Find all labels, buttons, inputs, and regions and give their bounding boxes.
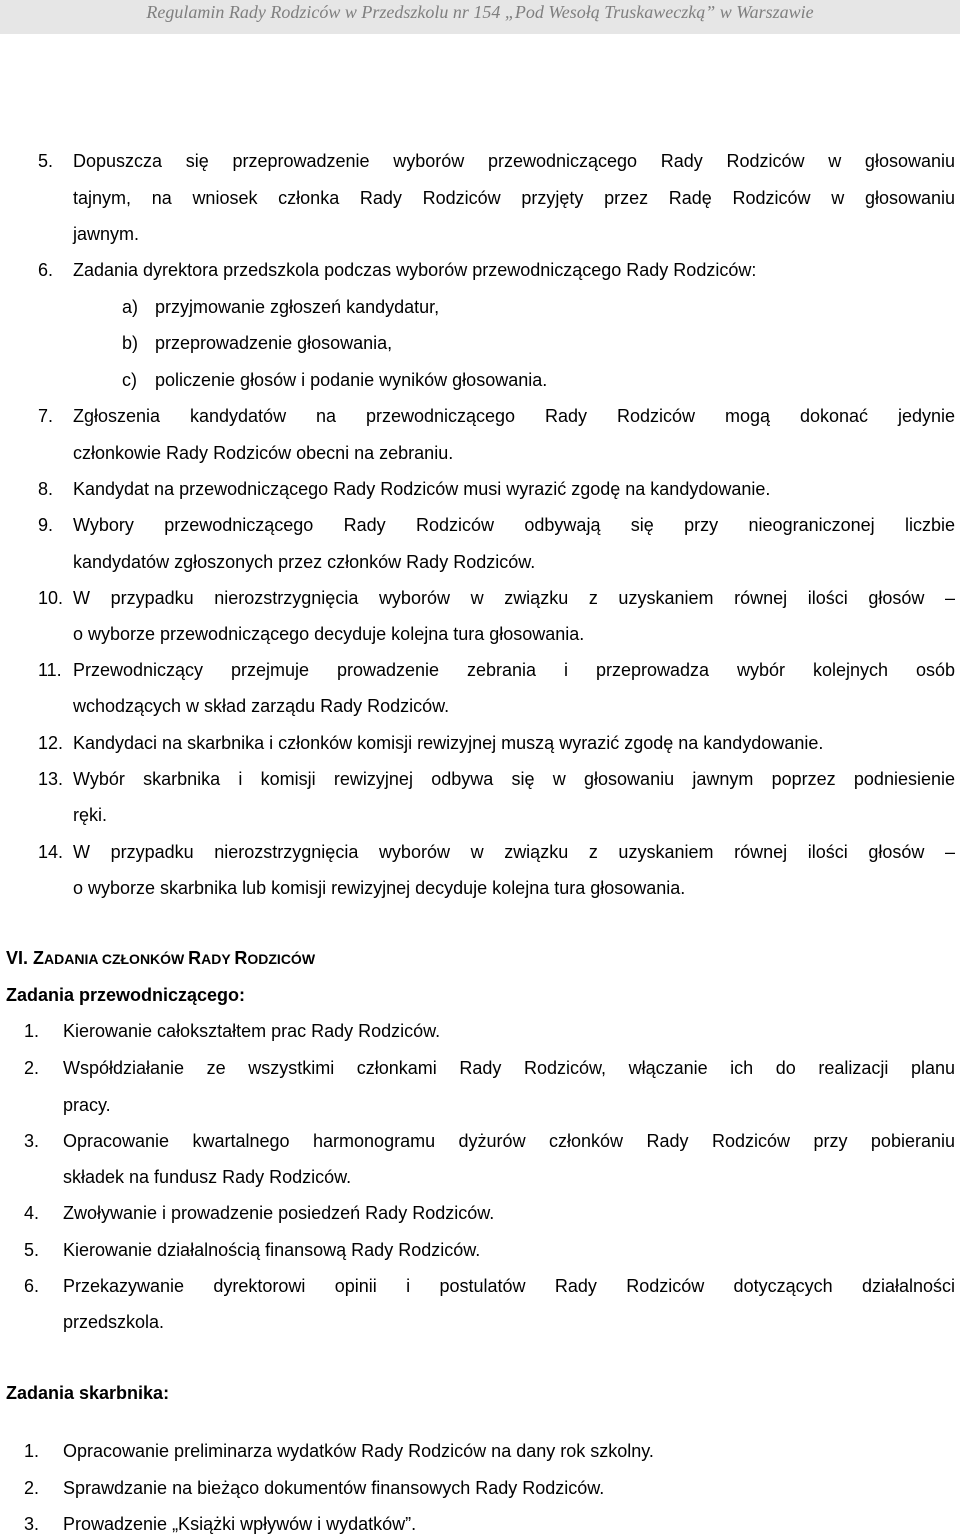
item-text-line: Kandydaci na skarbnika i członków komisji rewizyjnej muszą wyrazić zgodę na kandydowanie.	[73, 733, 824, 753]
item-text-line: Kierowanie całokształtem prac Rady Rodziców.	[63, 1021, 441, 1041]
subitem-text: policzenie głosów i podanie wyników głosowania.	[155, 370, 548, 390]
item-number: 13.	[38, 769, 64, 789]
item-text-line: Dopuszcza się przeprowadzenie wyborów przewodniczącego Rady Rodziców w głosowaniu	[73, 151, 955, 171]
section-title-part: ADY	[201, 951, 235, 967]
subitem-label: a)	[122, 297, 139, 317]
item-text-line: składek na fundusz Rady Rodziców.	[63, 1167, 352, 1187]
treasurer-heading: Zadania skarbnika:	[6, 1383, 170, 1403]
item-text-line: Przekazywanie dyrektorowi opinii i postulatów Rady Rodziców dotyczących działalności	[63, 1276, 955, 1296]
item-number: 6.	[24, 1276, 40, 1296]
item-number: 6.	[38, 260, 54, 280]
item-number: 5.	[38, 151, 54, 171]
item-text-line: Zwoływanie i prowadzenie posiedzeń Rady Rodziców.	[63, 1203, 495, 1223]
item-number: 3.	[24, 1514, 40, 1534]
subitem-label: b)	[122, 333, 139, 353]
item-text-line: przedszkola.	[63, 1312, 165, 1332]
item-text-line: Sprawdzanie na bieżąco dokumentów finansowych Rady Rodziców.	[63, 1478, 605, 1498]
item-text-line: pracy.	[63, 1095, 111, 1115]
item-number: 2.	[24, 1478, 40, 1498]
item-text-line: Zadania dyrektora przedszkola podczas wyborów przewodniczącego Rady Rodziców:	[73, 260, 757, 280]
item-text-line: o wyborze skarbnika lub komisji rewizyjnej decyduje kolejna tura głosowania.	[73, 878, 686, 898]
item-text-line: jawnym.	[73, 224, 140, 244]
item-number: 2.	[24, 1058, 40, 1078]
item-number: 10.	[38, 588, 64, 608]
item-text-line: Prowadzenie „Książki wpływów i wydatków”.	[63, 1514, 417, 1534]
item-text-line: Przewodniczący przejmuje prowadzenie zebrania i przeprowadza wybór kolejnych osób	[73, 660, 955, 680]
item-text-line: wchodzących w skład zarządu Rady Rodziców.	[73, 696, 450, 716]
section-title-part: Z	[33, 948, 45, 968]
header-title: Regulamin Rady Rodziców w Przedszkolu nr 154 „Pod Wesołą Truskaweczką” w Warszawie	[146, 2, 814, 22]
item-number: 3.	[24, 1131, 40, 1151]
item-text-line: W przypadku nierozstrzygnięcia wyborów w związku z uzyskaniem równej ilości głosów –	[73, 842, 955, 862]
item-text-line: Zgłoszenia kandydatów na przewodniczącego Rady Rodziców mogą dokonać jedynie	[73, 406, 955, 426]
item-text-line: o wyborze przewodniczącego decyduje kolejna tura głosowania.	[73, 624, 585, 644]
section-title-part: ODZICÓW	[247, 951, 316, 967]
section-title-part: R	[234, 948, 248, 968]
item-text-line: Opracowanie kwartalnego harmonogramu dyżurów członków Rady Rodziców przy pobieraniu	[63, 1131, 955, 1151]
subitem-text: przeprowadzenie głosowania,	[155, 333, 393, 353]
section-heading	[6, 946, 315, 971]
item-number: 11.	[38, 660, 62, 680]
subitem-text: przyjmowanie zgłoszeń kandydatur,	[155, 297, 440, 317]
item-number: 8.	[38, 479, 54, 499]
item-text-line: Wybór skarbnika i komisji rewizyjnej odbywa się w głosowaniu jawnym poprzez podniesienie	[73, 769, 955, 789]
item-text-line: Wybory przewodniczącego Rady Rodziców odbywają się przy nieograniczonej liczbie	[73, 515, 955, 535]
page-header	[0, 0, 960, 34]
item-number: 14.	[38, 842, 64, 862]
section-title-part: CZŁONKÓW	[101, 951, 189, 967]
item-number: 7.	[38, 406, 54, 426]
section-title-part: ADANIA	[44, 951, 102, 967]
item-text-line: Kierowanie działalnością finansową Rady Rodziców.	[63, 1240, 481, 1260]
item-number: 9.	[38, 515, 54, 535]
item-number: 1.	[24, 1021, 40, 1041]
section-title-part: R	[188, 948, 202, 968]
chair-heading: Zadania przewodniczącego:	[6, 985, 246, 1005]
item-number: 4.	[24, 1203, 40, 1223]
item-text-line: Kandydat na przewodniczącego Rady Rodziców musi wyrazić zgodę na kandydowanie.	[73, 479, 771, 499]
item-number: 1.	[24, 1441, 40, 1461]
item-text-line: kandydatów zgłoszonych przez członków Rady Rodziców.	[73, 552, 536, 572]
item-text-line: ręki.	[73, 805, 108, 825]
item-text-line: Opracowanie preliminarza wydatków Rady Rodziców na dany rok szkolny.	[63, 1441, 654, 1461]
item-text-line: członkowie Rady Rodziców obecni na zebraniu.	[73, 443, 454, 463]
item-number: 12.	[38, 733, 64, 753]
item-number: 5.	[24, 1240, 40, 1260]
item-text-line: W przypadku nierozstrzygnięcia wyborów w związku z uzyskaniem równej ilości głosów –	[73, 588, 955, 608]
section-number: VI.	[6, 948, 29, 968]
item-text-line: tajnym, na wniosek członka Rady Rodziców przyjęty przez Radę Rodziców w głosowaniu	[73, 188, 955, 208]
item-text-line: Współdziałanie ze wszystkimi członkami Rady Rodziców, włączanie ich do realizacji planu	[63, 1058, 955, 1078]
subitem-label: c)	[122, 370, 137, 390]
